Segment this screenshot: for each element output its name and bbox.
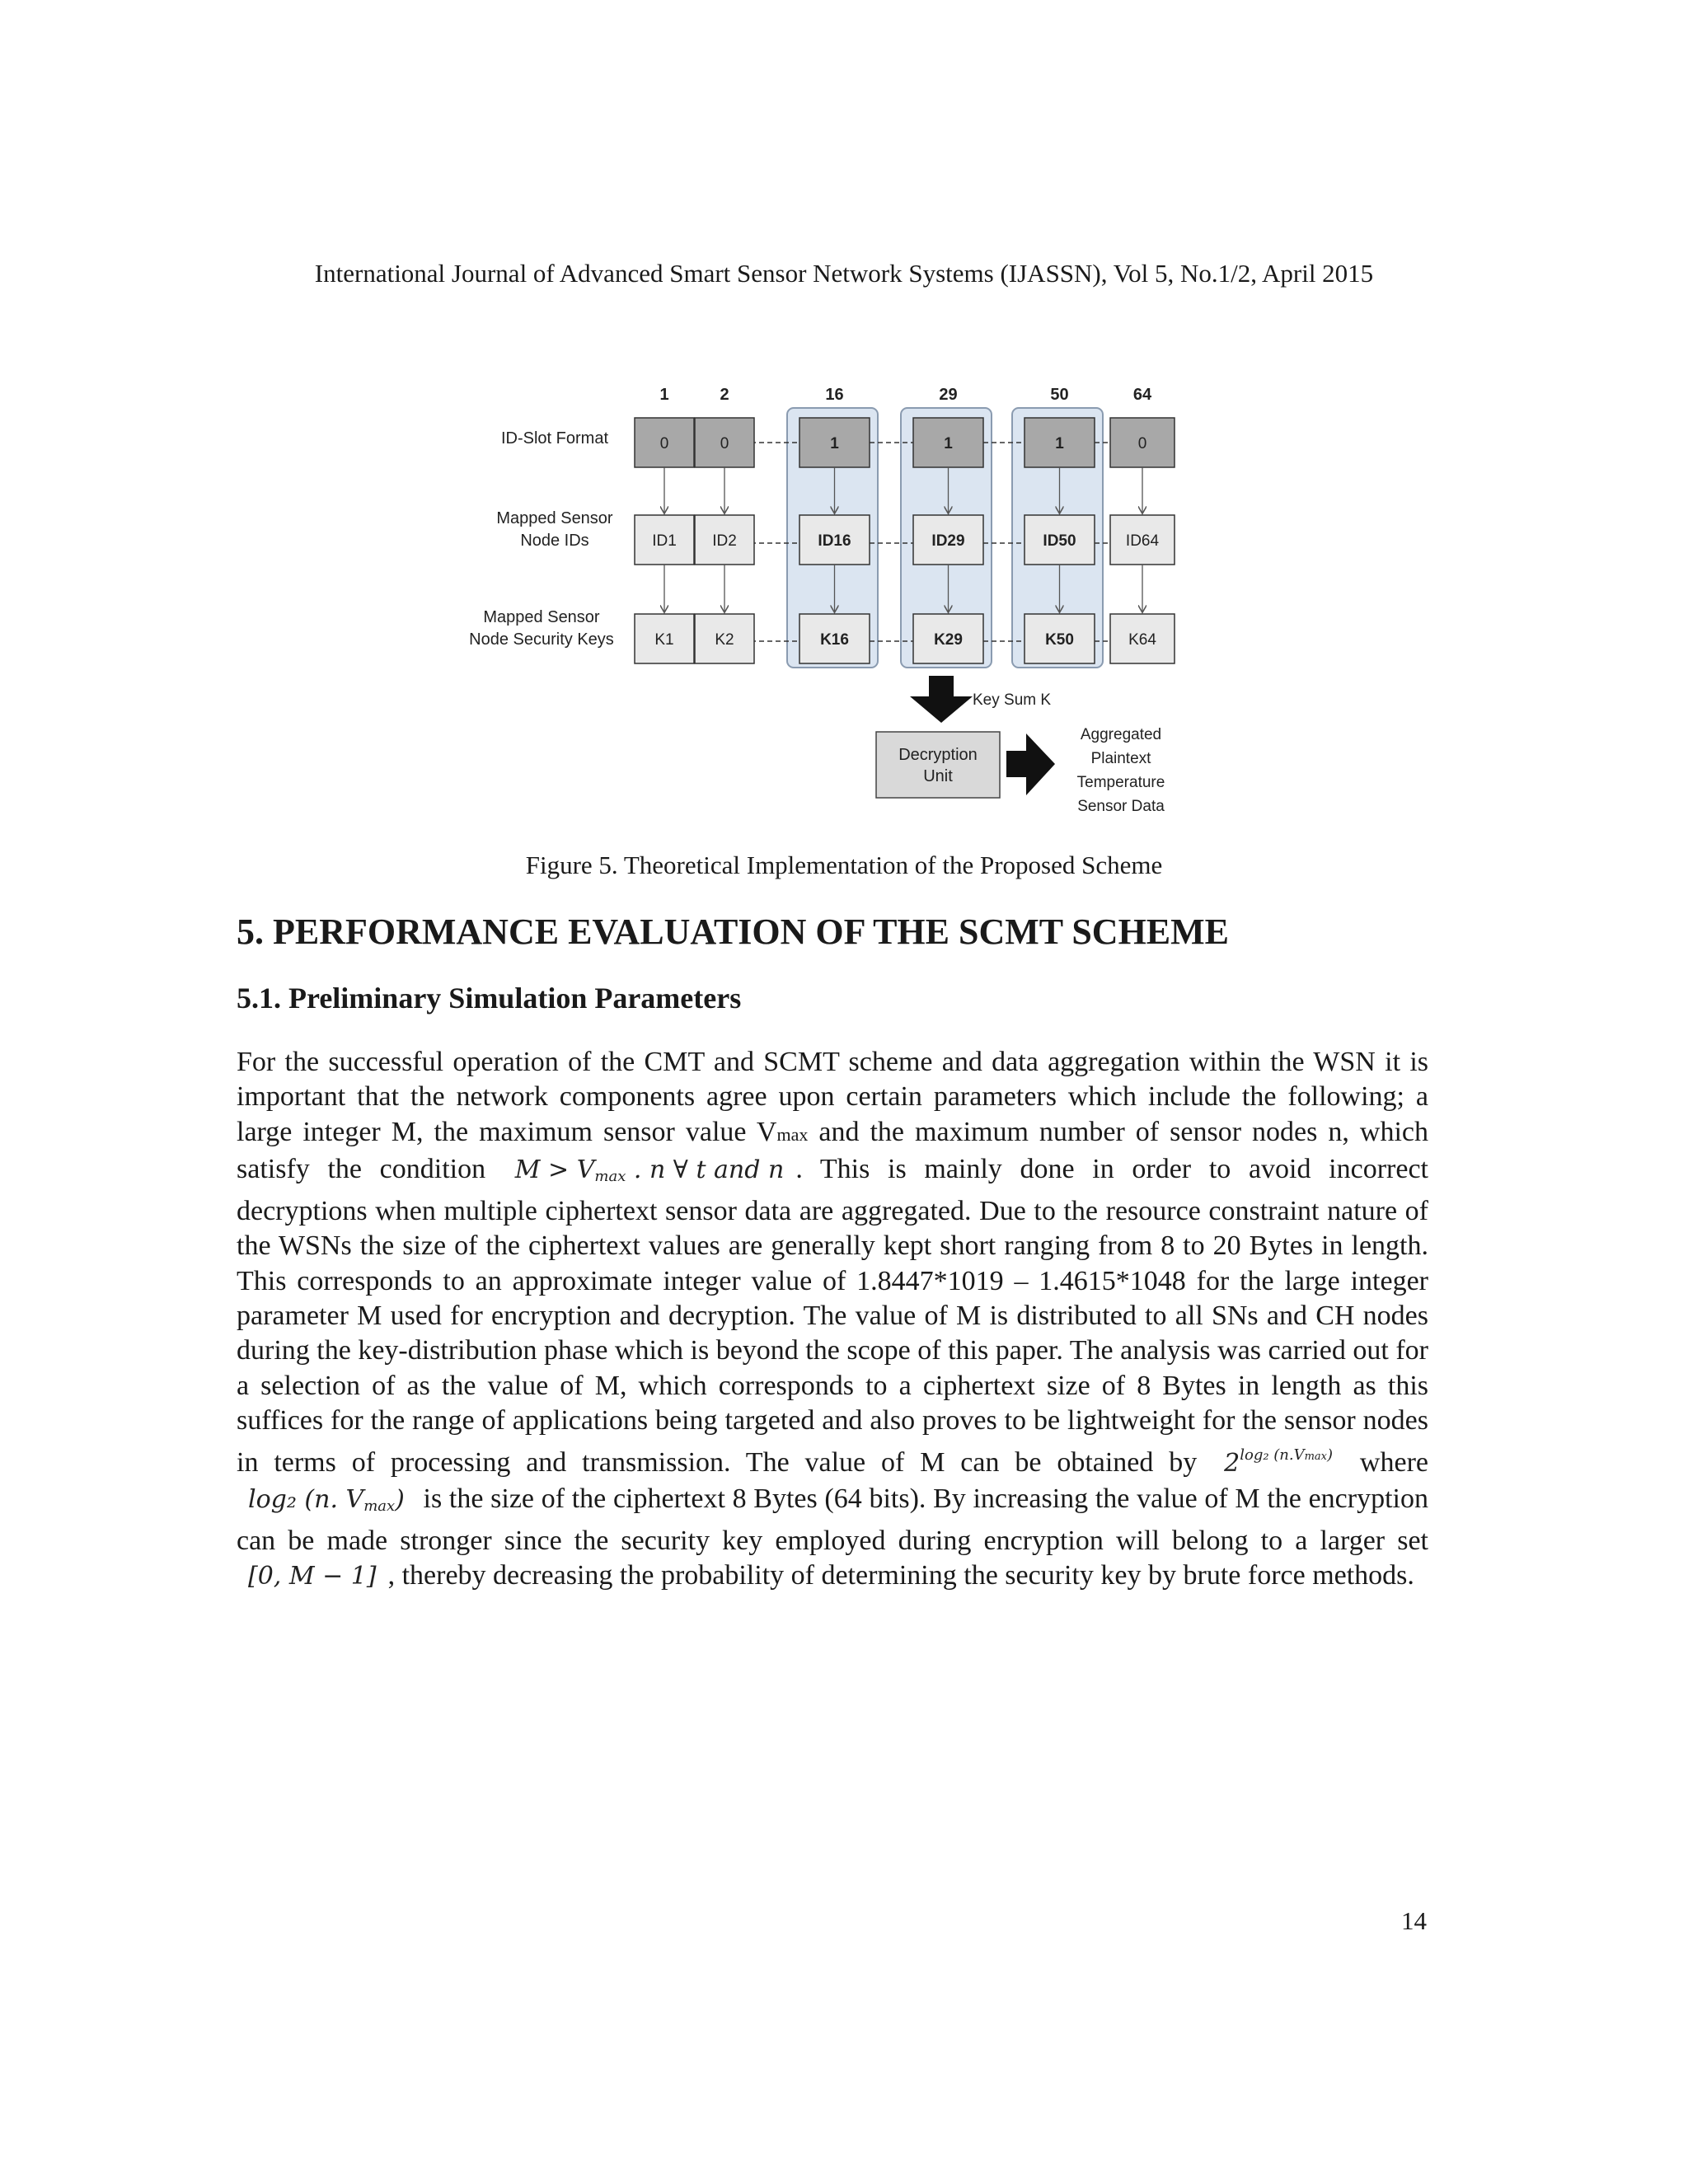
key-label-29: K29 bbox=[934, 631, 963, 649]
slot-number-64: 64 bbox=[1132, 386, 1152, 404]
output-arrow bbox=[1006, 733, 1055, 795]
slot-number-1: 1 bbox=[659, 386, 669, 404]
paragraph-part-1: For the successful operation of the CMT and SCMT scheme and data aggregation within the WSN it is important that the network components agree upon certain parameters which include the following; a large integer M, the maximum sensor value V bbox=[237, 1047, 1428, 1147]
scheme-diagram-svg bbox=[449, 367, 1195, 837]
id-label-1: ID1 bbox=[652, 532, 677, 550]
key-label-64: K64 bbox=[1128, 631, 1156, 649]
row-label-mapped-ids-2: Node IDs bbox=[520, 532, 589, 550]
bit-label-16: 1 bbox=[830, 435, 839, 452]
output-line3: Temperature bbox=[1076, 774, 1165, 791]
output-line1: Aggregated bbox=[1080, 726, 1162, 743]
figure-caption: Figure 5. Theoretical Implementation of the Proposed Scheme bbox=[525, 851, 1163, 879]
row-label-mapped-keys-1: Mapped Sensor bbox=[483, 608, 600, 626]
m-formula: $2^{log_2 (n.Vmax)}$ bbox=[1224, 1446, 1334, 1479]
slot-number-16: 16 bbox=[825, 386, 844, 404]
log-formula: log₂ (n. Vmax) bbox=[248, 1484, 405, 1515]
id-label-50: ID50 bbox=[1043, 532, 1076, 550]
condition-formula: M > Vmax . n ∀ t and n bbox=[514, 1155, 785, 1185]
set-formula: [0, M − 1] bbox=[248, 1562, 377, 1591]
id-label-16: ID16 bbox=[818, 532, 851, 550]
row-label-id-slot: ID-Slot Format bbox=[500, 429, 609, 448]
slot-number-50: 50 bbox=[1050, 386, 1069, 404]
page-number: 14 bbox=[1401, 1906, 1427, 1935]
bit-label-29: 1 bbox=[944, 435, 953, 452]
slot-number-2: 2 bbox=[720, 386, 729, 404]
key-label-2: K2 bbox=[715, 631, 734, 649]
key-sum-arrow bbox=[910, 676, 973, 723]
output-line2: Plaintext bbox=[1090, 750, 1151, 767]
id-label-64: ID64 bbox=[1125, 532, 1160, 550]
bit-label-50: 1 bbox=[1055, 435, 1064, 452]
bit-label-1: 0 bbox=[659, 435, 669, 452]
running-header: International Journal of Advanced Smart Sensor Network Systems (IJASSN), Vol 5, No.1/2, April 2015 bbox=[314, 259, 1374, 288]
paragraph-part-4: where bbox=[1344, 1447, 1428, 1479]
key-label-16: K16 bbox=[820, 631, 849, 649]
decryption-unit-line1: Decryption bbox=[898, 746, 978, 764]
row-label-mapped-keys-2: Node Security Keys bbox=[469, 630, 614, 649]
body-paragraph bbox=[237, 1045, 1428, 1594]
key-sum-label: Key Sum K bbox=[973, 691, 1052, 709]
decryption-unit-box bbox=[876, 732, 1000, 798]
slot-number-29: 29 bbox=[939, 386, 958, 404]
paragraph-part-6: , thereby decreasing the probability of determining the security key by brute force methods. bbox=[387, 1560, 1414, 1591]
bit-label-2: 0 bbox=[720, 435, 729, 452]
paragraph-part-2: and the maximum number of sensor nodes n, which satisfy the condition bbox=[237, 1116, 1428, 1184]
id-label-29: ID29 bbox=[931, 532, 965, 550]
row-label-mapped-ids-1: Mapped Sensor bbox=[496, 509, 613, 527]
figure-scheme-diagram bbox=[449, 367, 1195, 837]
subsection-heading: 5.1. Preliminary Simulation Parameters bbox=[237, 982, 742, 1015]
section-heading: 5. PERFORMANCE EVALUATION OF THE SCMT SCHEME bbox=[237, 912, 1230, 952]
paragraph-part-5: is the size of the ciphertext 8 Bytes (64 bits). By increasing the value of M the encryption can be made stronger since the security key employed during encryption will belong to a larger set bbox=[237, 1483, 1428, 1556]
key-label-1: K1 bbox=[654, 631, 674, 649]
output-line4: Sensor Data bbox=[1077, 798, 1165, 815]
decryption-unit-line2: Unit bbox=[923, 767, 953, 785]
bit-label-64: 0 bbox=[1137, 435, 1147, 452]
id-label-2: ID2 bbox=[712, 532, 737, 550]
key-label-50: K50 bbox=[1045, 631, 1074, 649]
vmax-subscript: max bbox=[776, 1123, 809, 1145]
paragraph-part-3: . This is mainly done in order to avoid incorrect decryptions when multiple ciphertext sensor data are aggregated. Due to the resource constraint nature of the WSNs the size of the ciphertext values are generally kept short ranging from 8 to 20 Bytes in length. This corresponds to an approximate integer value of 1.8447*1019 – 1.4615*1048 for the large integer parameter M used for encryption and decryption. The value of M is distributed to all SNs and CH nodes during the key-distribution phase which is beyond the scope of this paper. The analysis was carried out for a selection of as the value of M, which corresponds to a ciphertext size of 8 Bytes in length as this suffices for the range of applications being targeted and also proves to be lightweight for the sensor nodes in terms of processing and transmission. The value of M can be obtained by bbox=[237, 1153, 1428, 1479]
